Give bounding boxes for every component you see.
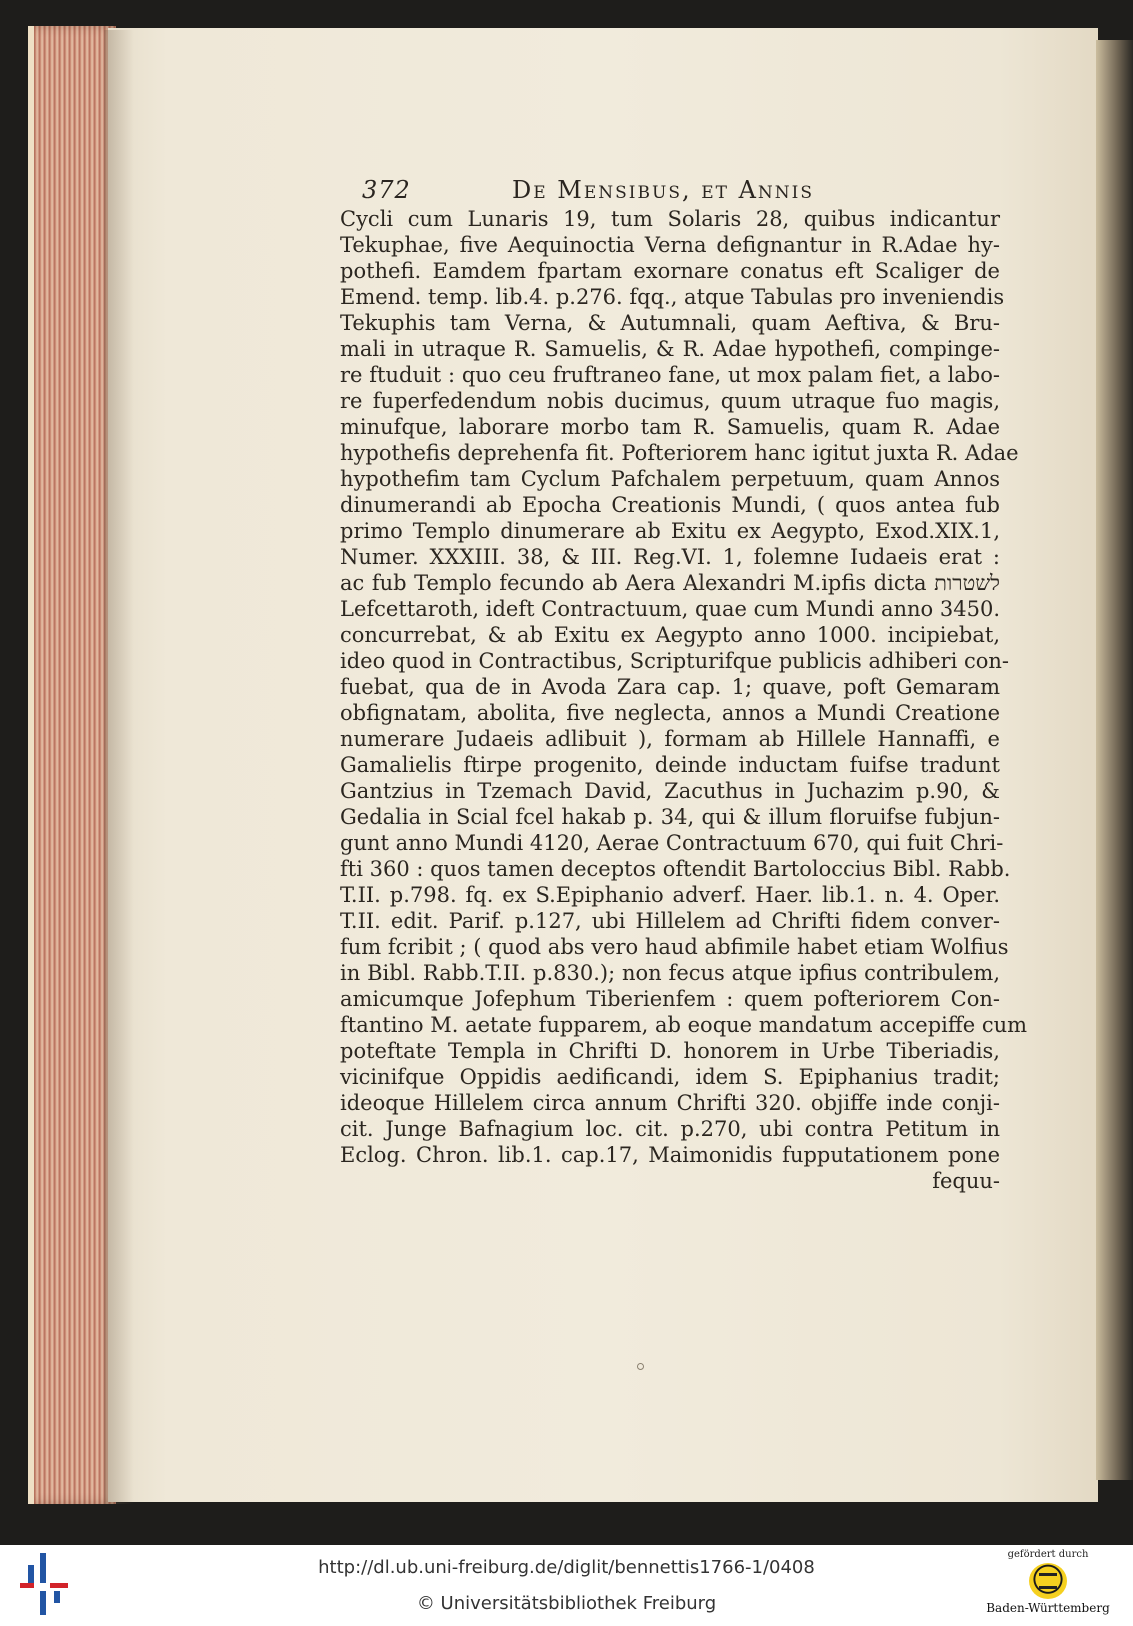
text-line: ac fub Templo fecundo ab Aera Alexandri M.ipfis dicta לשטרות xyxy=(340,571,1000,595)
gutter-shadow xyxy=(104,30,134,1504)
body-text xyxy=(340,206,1028,1194)
text-line: hypothefis deprehenfa fit. Pofteriorem hanc igitut juxta R. Adae xyxy=(340,441,1019,465)
copyright-text: © Universitätsbibliothek Freiburg xyxy=(416,1593,717,1614)
text-line: vicinifque Oppidis aedificandi, idem S. Epiphanius tradit; xyxy=(340,1065,1000,1089)
text-line: Cycli cum Lunaris 19, tum Solaris 28, quibus indicantur xyxy=(340,207,1000,231)
text-line: ftantino M. aetate fupparem, ab eoque mandatum accepiffe cum xyxy=(340,1013,1028,1037)
permalink-url[interactable]: http://dl.ub.uni-freiburg.de/diglit/bennettis1766-1/0408 xyxy=(318,1557,815,1578)
text-line: dinumerandi ab Epocha Creationis Mundi, ( quos antea fub xyxy=(340,493,1000,517)
text-line: Tekuphis tam Verna, & Autumnali, quam Aeftiva, & Bru- xyxy=(340,311,1000,335)
text-line: Lefcettaroth, ideft Contractuum, quae cum Mundi anno 3450. xyxy=(340,597,1000,621)
text-line: numerare Judaeis adlibuit ), formam ab Hillele Hannaffi, e xyxy=(340,727,1000,751)
text-line: T.II. edit. Parif. p.127, ubi Hillelem ad Chrifti fidem conver- xyxy=(340,909,1000,933)
text-line: Gantzius in Tzemach David, Zacuthus in Juchazim p.90, & xyxy=(340,779,1000,803)
running-title: De Mensibus, et Annis xyxy=(512,176,815,204)
viewer-footer xyxy=(0,1545,1133,1626)
sponsor-name: Baden-Württemberg xyxy=(986,1601,1110,1615)
text-line: ideoque Hillelem circa annum Chrifti 320. objiffe inde conji- xyxy=(340,1091,1000,1115)
text-line: Tekuphae, five Aequinoctia Verna defignantur in R.Adae hy- xyxy=(340,233,1000,257)
page-number: 372 xyxy=(362,176,411,204)
text-line: cit. Junge Bafnagium loc. cit. p.270, ubi contra Petitum in xyxy=(340,1117,1000,1141)
text-line: re ftuduit : quo ceu fruftraneo fane, ut mox palam fiet, a labo- xyxy=(340,363,1000,387)
text-line: minufque, laborare morbo tam R. Samuelis, quam R. Adae xyxy=(340,415,1000,439)
text-line: gunt anno Mundi 4120, Aerae Contractuum 670, qui fuit Chri- xyxy=(340,831,1004,855)
text-line: in Bibl. Rabb.T.II. p.830.); non fecus atque ipfius contribulem, xyxy=(340,961,1000,985)
text-line: fti 360 : quos tamen deceptos oftendit Bartoloccius Bibl. Rabb. xyxy=(340,857,1011,881)
text-line: mali in utraque R. Samuelis, & R. Adae hypothefi, compinge- xyxy=(340,337,1000,361)
text-line: Gedalia in Scial fcel hakab p. 34, qui & illum floruifse fubjun- xyxy=(340,805,1000,829)
text-line: fuebat, qua de in Avoda Zara cap. 1; quave, poft Gemaram xyxy=(340,675,1000,699)
text-line: concurrebat, & ab Exitu ex Aegypto anno 1000. incipiebat, xyxy=(340,623,1000,647)
text-line: fum fcribit ; ( quod abs vero haud abfimile habet etiam Wolfius xyxy=(340,935,1009,959)
text-line: hypothefim tam Cyclum Pafchalem perpetuum, quam Annos xyxy=(340,467,1000,491)
text-line: pothefi. Eamdem fpartam exornare conatus eft Scaliger de xyxy=(340,259,1000,283)
text-line: Numer. XXXIII. 38, & III. Reg.VI. 1, folemne Iudaeis erat : xyxy=(340,545,1000,569)
text-line: primo Templo dinumerare ab Exitu ex Aegypto, Exod.XIX.1, xyxy=(340,519,1000,543)
catchword: fequu- xyxy=(932,1169,1000,1193)
facing-page-edge xyxy=(1096,40,1133,1480)
sponsor-block xyxy=(978,1549,1118,1623)
text-line: amicumque Jofephum Tiberienfem : quem pofteriorem Con- xyxy=(340,987,1000,1011)
text-line: T.II. p.798. fq. ex S.Epiphanio adverf. Haer. lib.1. n. 4. Oper. xyxy=(340,883,1000,907)
paper-spot xyxy=(637,1363,644,1370)
text-line: Emend. temp. lib.4. p.276. fqq., atque Tabulas pro inveniendis xyxy=(340,285,1005,309)
text-line: Eclog. Chron. lib.1. cap.17, Maimonidis fupputationem pone xyxy=(340,1143,1000,1167)
text-line: ideo quod in Contractibus, Scripturifque publicis adhiberi con- xyxy=(340,649,1010,673)
text-line: poteftate Templa in Chrifti D. honorem in Urbe Tiberiadis, xyxy=(340,1039,1000,1063)
text-line: Gamalielis ftirpe progenito, deinde inductam fuifse tradunt xyxy=(340,753,1000,777)
sponsor-label: gefördert durch xyxy=(1007,1549,1089,1560)
coat-of-arms-icon xyxy=(1029,1563,1067,1599)
gilt-page-edges xyxy=(28,26,116,1504)
text-line: re fuperfedendum nobis ducimus, quum utraque fuo magis, xyxy=(340,389,1000,413)
text-line: obfignatam, abolita, five neglecta, annos a Mundi Creatione xyxy=(340,701,1000,725)
